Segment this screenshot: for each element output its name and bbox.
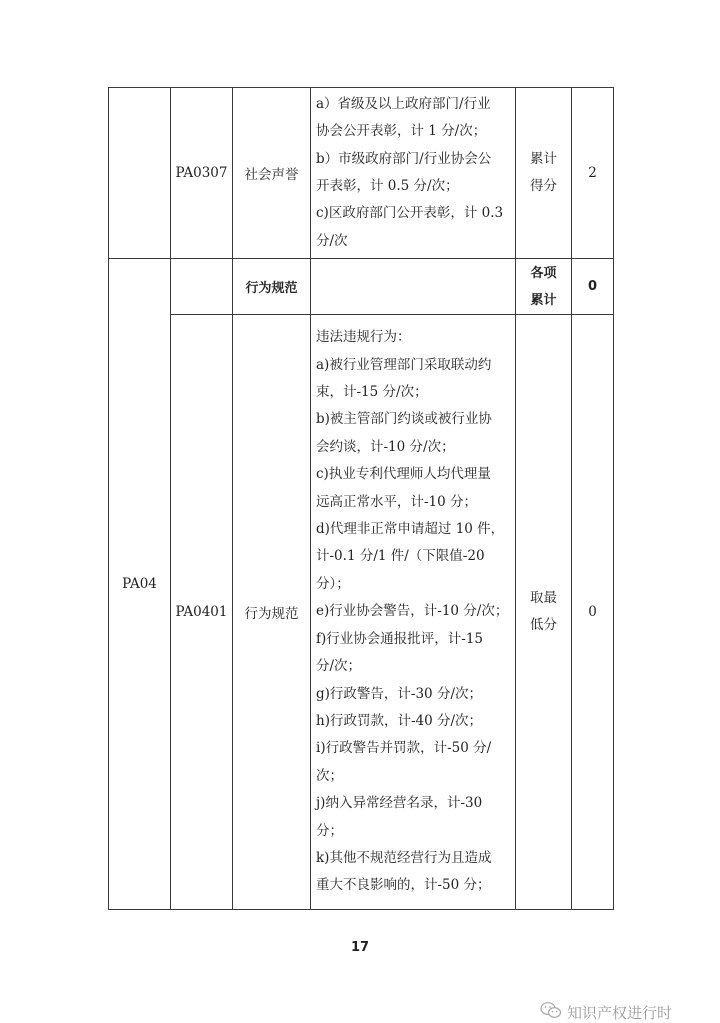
cell-empty bbox=[311, 259, 516, 315]
desc-line: a)被行业管理部门采取联动约 bbox=[316, 356, 492, 373]
desc-line: a）省级及以上政府部门/行业 bbox=[316, 95, 491, 112]
desc-line: 开表彰，计 0.5 分/次； bbox=[316, 178, 459, 194]
desc-line: j)纳入异常经营名录，计-30 bbox=[316, 795, 483, 812]
item-code: PA0401 bbox=[171, 315, 233, 910]
item-name: 行为规范 bbox=[233, 315, 311, 910]
method-line: 各项 bbox=[530, 265, 557, 281]
score: 2 bbox=[572, 88, 614, 259]
desc-line: 远高正常水平，计-10 分； bbox=[316, 493, 478, 510]
item-name: 社会声誉 bbox=[233, 88, 311, 259]
desc-line: 会约谈，计-10 分/次； bbox=[316, 438, 455, 455]
wechat-icon bbox=[540, 1001, 562, 1023]
desc-line: 分； bbox=[316, 822, 343, 839]
desc-line: 次； bbox=[316, 767, 343, 784]
desc-line: b）市级政府部门/行业协会公 bbox=[316, 150, 492, 167]
watermark-text: 知识产权进行时 bbox=[567, 1003, 673, 1022]
item-description bbox=[311, 88, 516, 259]
method-line: 累计 bbox=[530, 292, 557, 308]
method-line: 低分 bbox=[530, 617, 557, 633]
category-code: PA04 bbox=[109, 259, 171, 910]
score: 0 bbox=[572, 315, 614, 910]
method-line: 得分 bbox=[530, 178, 557, 194]
desc-line: 分）； bbox=[316, 575, 350, 592]
table-row-pa0307 bbox=[109, 88, 614, 259]
desc-line: c)区政府部门公开表彰，计 0.3 bbox=[316, 205, 504, 222]
page-number: 17 bbox=[350, 940, 370, 955]
desc-line: k)其他不规范经营行为且造成 bbox=[316, 849, 492, 866]
table-row-pa04 bbox=[109, 259, 614, 315]
scoring-method bbox=[516, 259, 572, 315]
method-line: 取最 bbox=[530, 590, 557, 606]
score: 0 bbox=[572, 259, 614, 315]
desc-line: b)被主管部门约谈或被行业协 bbox=[316, 411, 492, 428]
cell-empty bbox=[171, 259, 233, 315]
item-description bbox=[311, 315, 516, 910]
desc-line: 分/次； bbox=[316, 658, 362, 675]
desc-line: e)行业协会警告，计-10 分/次； bbox=[316, 603, 509, 620]
table-row-pa0401 bbox=[109, 315, 614, 910]
item-code: PA0307 bbox=[171, 88, 233, 259]
scoring-method bbox=[516, 88, 572, 259]
desc-line: 计-0.1 分/1 件/（下限值-20 bbox=[316, 548, 485, 565]
desc-line: f)行业协会通报批评，计-15 bbox=[316, 630, 484, 647]
desc-line: h)行政罚款，计-40 分/次； bbox=[316, 712, 483, 729]
cell-empty bbox=[109, 88, 171, 259]
desc-line: d)代理非正常申请超过 10 件， bbox=[316, 521, 505, 538]
scoring-method bbox=[516, 315, 572, 910]
method-line: 累计 bbox=[530, 151, 557, 167]
desc-line: 违法违规行为： bbox=[316, 329, 411, 346]
desc-line: 分/次 bbox=[316, 232, 348, 249]
desc-line: i)行政警告并罚款，计-50 分/ bbox=[316, 740, 492, 757]
desc-line: 束，计-15 分/次； bbox=[316, 384, 428, 401]
desc-line: c)执业专利代理师人均代理量 bbox=[316, 466, 491, 483]
category-name: 行为规范 bbox=[233, 259, 311, 315]
desc-line: g)行政警告，计-30 分/次； bbox=[316, 685, 482, 702]
desc-line: 重大不良影响的，计-50 分； bbox=[316, 877, 491, 894]
watermark bbox=[540, 1001, 672, 1023]
scoring-table bbox=[108, 87, 614, 910]
desc-line: 协会公开表彰，计 1 分/次； bbox=[316, 123, 487, 140]
